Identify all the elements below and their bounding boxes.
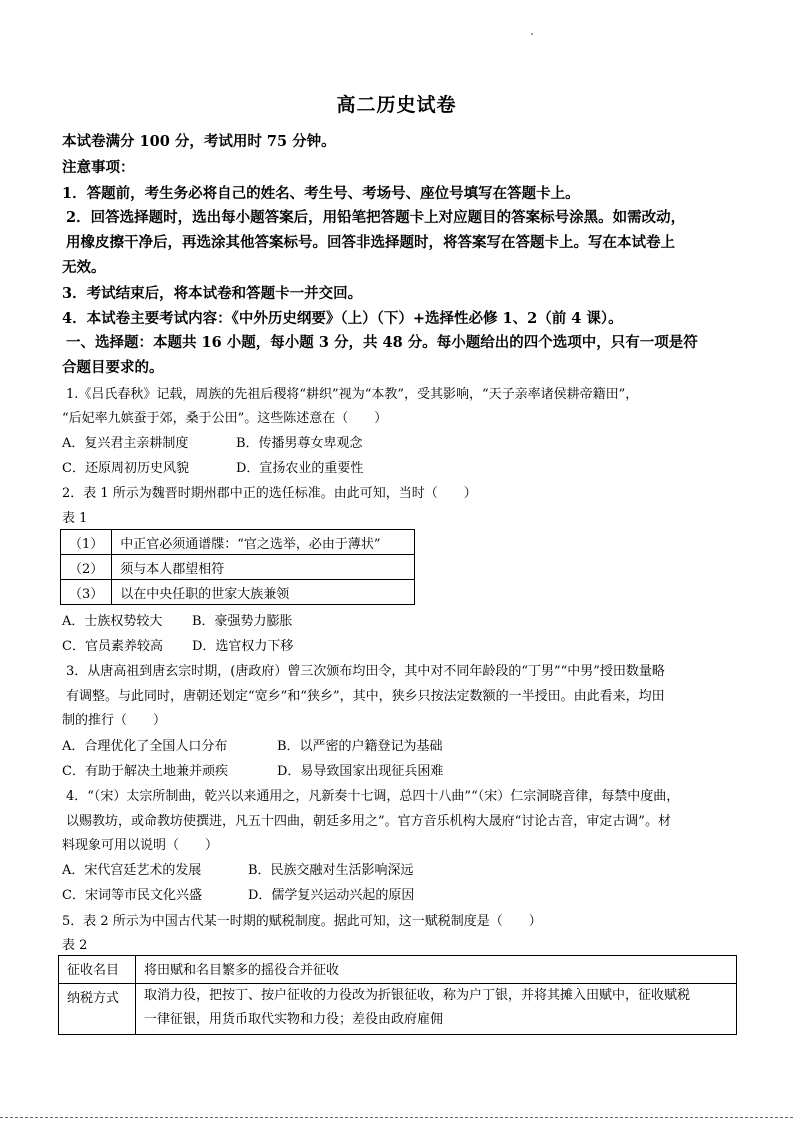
note-2-line-1: 2．回答选择题时，选出每小题答案后，用铅笔把答题卡上对应题目的答案标号涂黑。如需改动， bbox=[66, 209, 686, 226]
table-cell-head: 征收名目 bbox=[59, 956, 136, 984]
table-cell-text: 将田赋和名目繁多的摇役合并征收 bbox=[136, 956, 737, 984]
table-cell-text: 中正官必须通谱牒：“官之选举，必由于薄状” bbox=[112, 530, 415, 555]
note-2-line-2: 用橡皮擦干净后，再选涂其他答案标号。回答非选择题时，将答案写在答题卡上。写在本试卷上 bbox=[66, 234, 675, 251]
table-cell-text: 以在中央任职的世家大族兼领 bbox=[112, 580, 415, 605]
q3-option-b: B．以严密的户籍登记为基础 bbox=[277, 739, 443, 754]
page-bottom-rule bbox=[0, 1117, 793, 1118]
q4-stem-line-3: 料现象可用以说明（ ） bbox=[62, 838, 219, 853]
q3-option-c: C．有助于解决土地兼并顽疾 bbox=[62, 764, 228, 779]
q2-option-c: C．官员素养较高 bbox=[62, 639, 163, 654]
table-row bbox=[59, 984, 737, 1035]
q2-option-a: A．士族权势较大 bbox=[62, 614, 163, 629]
q4-stem-line-2: 以赐教坊，或命教坊使撰进，凡五十四曲，朝廷多用之”。官方音乐机构大晟府“讨论古音，审定古调”。材 bbox=[66, 814, 671, 829]
q3-option-a: A．合理优化了全国人口分布 bbox=[62, 739, 228, 754]
q4-option-c: C．宋词等市民文化兴盛 bbox=[62, 888, 202, 903]
q2-option-d: D．选官权力下移 bbox=[192, 639, 294, 654]
table-cell-line: 取消力役，把按丁、按户征收的力役改为折银征收，称为户丁银，并将其摊入田赋中，征收赋税 bbox=[144, 988, 691, 1003]
q1-option-c: C．还原周初历史风貌 bbox=[62, 461, 189, 476]
note-2-line-3: 无效。 bbox=[62, 259, 106, 276]
q1-stem-line-2: “后妃率九嫔蚕于郊，桑于公田”。这些陈述意在（ ） bbox=[62, 411, 388, 426]
note-1: 1．答题前，考生务必将自己的姓名、考生号、考场号、座位号填写在答题卡上。 bbox=[62, 185, 580, 202]
q4-option-a: A．宋代宫廷艺术的发展 bbox=[62, 863, 202, 878]
table-row bbox=[61, 555, 415, 580]
table-row bbox=[61, 580, 415, 605]
q1-stem-line-1: 1.《吕氏春秋》记载，周族的先祖后稷将“耕织”视为“本教”，受其影响，“天子亲率诸侯耕帝籍田”， bbox=[66, 387, 639, 402]
table-cell-num: （3） bbox=[61, 580, 112, 605]
q4-option-b: B．民族交融对生活影响深远 bbox=[248, 863, 414, 878]
table-cell-line: 一律征银，用货币取代实物和力役；差役由政府雇佣 bbox=[144, 1012, 444, 1027]
q2-stem: 2．表 1 所示为魏晋时期州郡中正的选任标准。由此可知，当时（ ） bbox=[62, 486, 477, 501]
stray-dot bbox=[531, 33, 533, 35]
q4-stem-line-1: 4．“（宋）太宗所制曲，乾兴以来通用之，凡新奏十七调，总四十八曲”“（宋）仁宗洞晓音律，每禁中度曲， bbox=[66, 789, 680, 804]
q4-option-d: D．儒学复兴运动兴起的原因 bbox=[248, 888, 415, 903]
q3-stem-line-2: 有调整。与此同时，唐朝还划定“宽乡”和“狭乡”，其中，狭乡只按法定数额的一半授田。由此看来，均田 bbox=[66, 689, 665, 704]
table-1 bbox=[60, 529, 415, 605]
q1-option-a: A．复兴君主亲耕制度 bbox=[62, 436, 189, 451]
q1-option-d: D．宣扬农业的重要性 bbox=[236, 461, 364, 476]
table-cell-num: （1） bbox=[61, 530, 112, 555]
table-cell-head: 纳税方式 bbox=[59, 984, 136, 1035]
notes-heading: 注意事项： bbox=[62, 159, 135, 176]
exam-title: 高二历史试卷 bbox=[336, 94, 457, 116]
table-row bbox=[61, 530, 415, 555]
table-row bbox=[59, 956, 737, 984]
table-1-label: 表 1 bbox=[62, 511, 88, 526]
q1-option-b: B．传播男尊女卑观念 bbox=[236, 436, 363, 451]
q3-option-d: D．易导致国家出现征兵困难 bbox=[277, 764, 444, 779]
q2-option-b: B．豪强势力膨胀 bbox=[192, 614, 293, 629]
table-2 bbox=[58, 955, 737, 1035]
q3-stem-line-1: 3．从唐高祖到唐玄宗时期，(唐政府）曾三次颁布均田令，其中对不同年龄段的“丁男”“中男”授田数量略 bbox=[66, 664, 665, 679]
table-2-label: 表 2 bbox=[62, 938, 88, 953]
score-line: 本试卷满分 100 分，考试用时 75 分钟。 bbox=[62, 133, 336, 150]
q3-stem-line-3: 制的推行（ ） bbox=[62, 713, 167, 728]
table-cell-text bbox=[136, 984, 737, 1035]
table-cell-num: （2） bbox=[61, 555, 112, 580]
note-3: 3．考试结束后，将本试卷和答题卡一并交回。 bbox=[62, 285, 363, 302]
section-instructions-line-1: 一、选择题：本题共 16 小题，每小题 3 分，共 48 分。每小题给出的四个选项中，只有一项是符 bbox=[66, 334, 698, 351]
q5-stem: 5．表 2 所示为中国古代某一时期的赋税制度。据此可知，这一赋税制度是（ ） bbox=[62, 914, 542, 929]
table-cell-text: 须与本人郡望相符 bbox=[112, 555, 415, 580]
section-instructions-line-2: 合题目要求的。 bbox=[62, 359, 164, 376]
note-4: 4．本试卷主要考试内容：《中外历史纲要》（上）（下）+选择性必修 1、2（前 4 课）。 bbox=[62, 310, 623, 327]
